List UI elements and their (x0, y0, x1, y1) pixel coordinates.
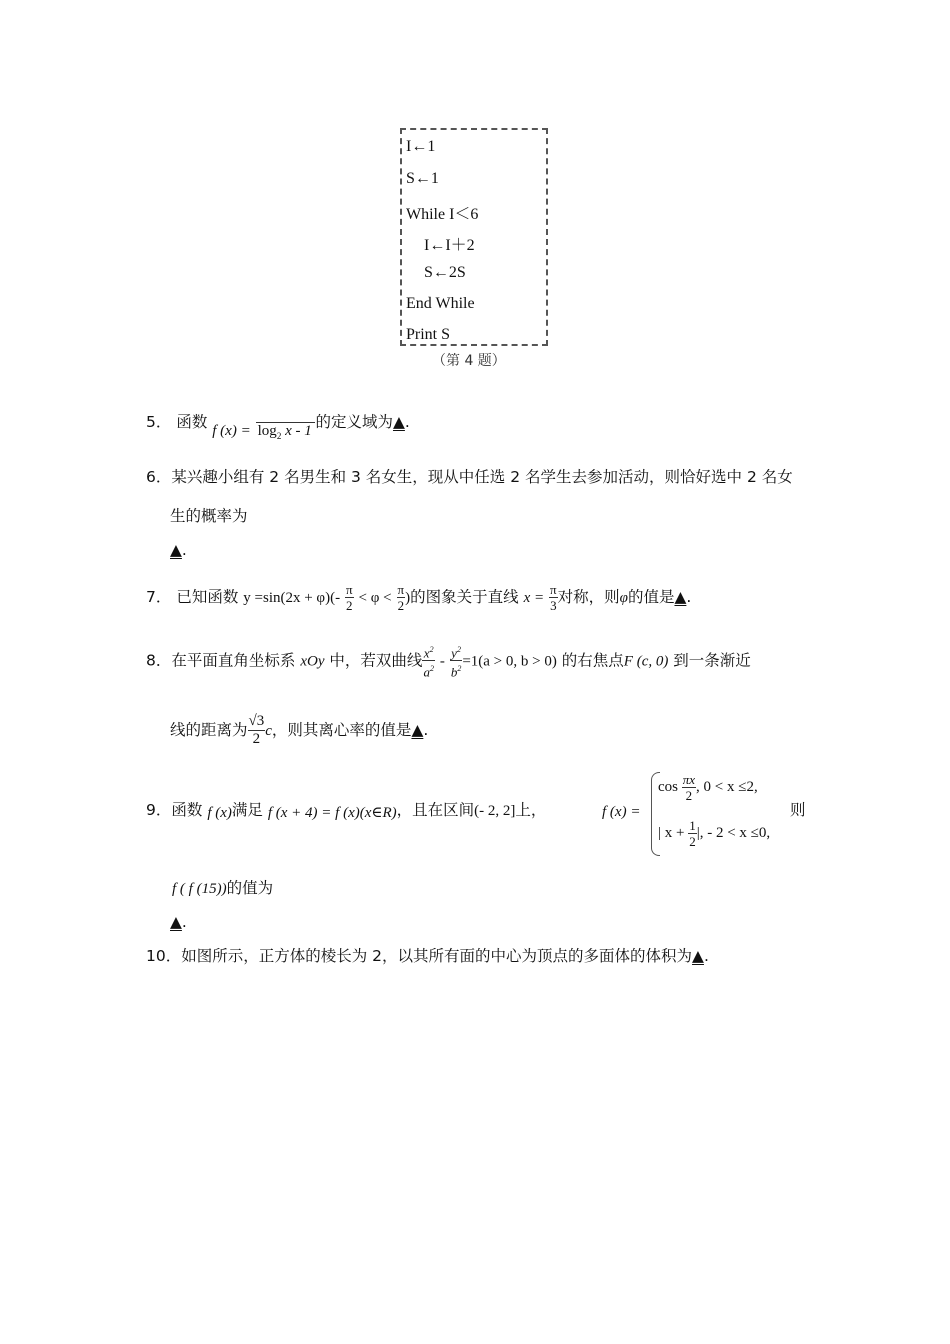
q9-pix: πx (682, 772, 696, 787)
q9-case-2 (658, 818, 770, 849)
question-6 (146, 467, 793, 487)
q8-line2-prefix: 线的距离为 (170, 721, 248, 739)
q8-suffix2: 到一条渐近 (673, 651, 751, 670)
q5-log-base: 2 (276, 431, 282, 441)
code-line-6: End While (406, 295, 475, 312)
code-line-2: S←1 (406, 170, 439, 187)
q9-frac-pix-2 (682, 772, 696, 803)
q8-frac-x2-a2 (422, 642, 435, 680)
q8-frac-sqrt3-2 (248, 713, 266, 748)
q7-frac-a-den: 2 (346, 598, 353, 613)
code-line-5: S←2S (424, 264, 466, 281)
q9-line2-suffix: 的值为 (226, 879, 274, 897)
q7-answer-blank[interactable]: ▲ (674, 588, 687, 606)
q6-line1: 某兴趣小组有 2 名男生和 3 名女生，现从中任选 2 名学生去参加活动，则恰好选中 2 名女 (171, 468, 793, 486)
q7-frac-b-den: 2 (397, 598, 405, 613)
q9-cos: cos (658, 778, 678, 795)
q9-fx: f (x) (207, 805, 232, 821)
q8-xoy: xOy (300, 653, 325, 670)
code-line-4: I←I＋2 (424, 237, 475, 254)
q7-period: . (686, 588, 692, 606)
q8-x: x (423, 645, 430, 661)
q7-func-c: ) (405, 590, 411, 606)
q9-mid: 满足 (231, 801, 263, 819)
q5-function: f (x) = (212, 423, 251, 439)
q10-text: 如图所示，正方体的棱长为 2，以其所有面的中心为顶点的多面体的体积为 (181, 947, 693, 965)
q9-then: 则 (790, 801, 806, 819)
q9-case-1 (658, 772, 758, 803)
q7-frac-pi-3 (549, 582, 558, 613)
q9-two: 2 (685, 788, 693, 803)
q7-number: 7． (146, 588, 172, 606)
q8-suffix: 的右焦点 (561, 651, 624, 670)
q9-number: 9． (146, 801, 172, 819)
q8-number: 8． (146, 651, 172, 670)
q9-abs-a: | x + (658, 824, 685, 841)
q8-two: 2 (252, 731, 261, 747)
q9-answer-line (170, 912, 187, 932)
q7-line-x: x = (523, 590, 545, 606)
q6-answer-line (170, 540, 187, 560)
q7-frac-c-num: π (550, 582, 557, 597)
q9-line2 (172, 878, 273, 899)
q8-b: b (450, 664, 458, 680)
figure-caption: （第 4 题） (432, 353, 506, 369)
code-line-3: While I＜6 (406, 206, 479, 223)
q8-a: a (423, 664, 430, 680)
q5-period: . (404, 413, 410, 431)
q9-periodicity: f (x + 4) = f (x)(x∈R) (267, 805, 397, 821)
q5-number: 5． (146, 413, 172, 431)
code-line-1: I←1 (406, 138, 436, 155)
q8-period: . (423, 721, 429, 739)
q10-period: . (703, 947, 709, 965)
q8-answer-blank[interactable]: ▲ (411, 721, 424, 739)
q8-focus: F (c, 0) (623, 653, 669, 670)
q6-number: 6． (146, 468, 172, 486)
q8-x-sup: 2 (429, 645, 434, 654)
question-7 (146, 582, 691, 613)
q8-prefix: 在平面直角坐标系 (171, 651, 296, 670)
q6-line2: 生的概率为 (170, 507, 248, 525)
q5-answer-blank[interactable]: ▲ (392, 413, 405, 431)
q9-mid2: ，且在区间 (396, 801, 475, 819)
q7-frac-a-num: π (346, 582, 353, 597)
q9-two-b: 2 (689, 834, 696, 849)
q8-line2 (170, 713, 428, 748)
q5-prefix: 函数 (176, 413, 208, 431)
q9-one: 1 (689, 818, 696, 833)
code-line-7: Print S (406, 326, 451, 343)
q9-period: . (181, 913, 187, 931)
q7-frac-pi-2-a (345, 582, 354, 613)
q5-suffix: 的定义域为 (315, 413, 393, 431)
q7-func-b: < φ < (358, 590, 392, 606)
q9-prefix: 函数 (171, 801, 203, 819)
q6-period: . (181, 541, 187, 559)
q9-case2-cond: |, - 2 < x ≤0, (696, 824, 771, 841)
q9-case1-cond: , 0 < x ≤2, (696, 778, 758, 795)
q8-mid: 中，若双曲线 (329, 651, 423, 670)
q6-answer-blank[interactable]: ▲ (170, 541, 182, 559)
q9-ff15: f ( f (15)) (172, 881, 227, 897)
q5-log: log (257, 423, 277, 439)
q8-sqrt3: √3 (248, 713, 265, 729)
q7-suffix: 对称，则 (557, 588, 620, 606)
q9-frac-1-2 (688, 818, 697, 849)
q5-radicand-rest: x - 1 (281, 423, 312, 439)
q7-frac-c-den: 3 (550, 598, 557, 613)
q10-number: 10． (146, 947, 182, 965)
q8-a-sup: 2 (429, 664, 434, 674)
q8-line2-suffix: ，则其离心率的值是 (271, 721, 412, 739)
q8-frac-y2-b2 (450, 642, 463, 680)
q7-func-a: y =sin(2x + φ)(- (243, 590, 341, 606)
question-8 (146, 642, 751, 680)
q8-minus: - (439, 653, 445, 670)
q9-answer-blank[interactable]: ▲ (170, 913, 182, 931)
question-10 (146, 946, 709, 966)
q8-y: y (451, 645, 457, 661)
q8-c: c (265, 723, 272, 739)
algorithm-box (400, 128, 548, 346)
q9-interval: (- 2, 2] (474, 803, 516, 819)
q7-frac-pi-2-b (397, 582, 406, 613)
q8-condition: =1(a > 0, b > 0) (462, 653, 557, 670)
question-9 (146, 800, 546, 821)
q7-mid: 的图象关于直线 (410, 588, 519, 606)
question-5 (146, 412, 410, 441)
q8-y-sup: 2 (456, 645, 461, 654)
q9-fdef: f (x) = (602, 804, 641, 820)
q10-answer-blank[interactable]: ▲ (692, 947, 704, 965)
q7-phi: φ (619, 590, 628, 606)
q9-mid3: 上， (515, 801, 547, 819)
q7-suffix2: 的值是 (627, 588, 675, 606)
q7-frac-b-num: π (397, 582, 405, 597)
q5-radicand (256, 422, 316, 439)
q8-b-sup: 2 (457, 664, 462, 674)
q7-prefix: 已知函数 (176, 588, 239, 606)
